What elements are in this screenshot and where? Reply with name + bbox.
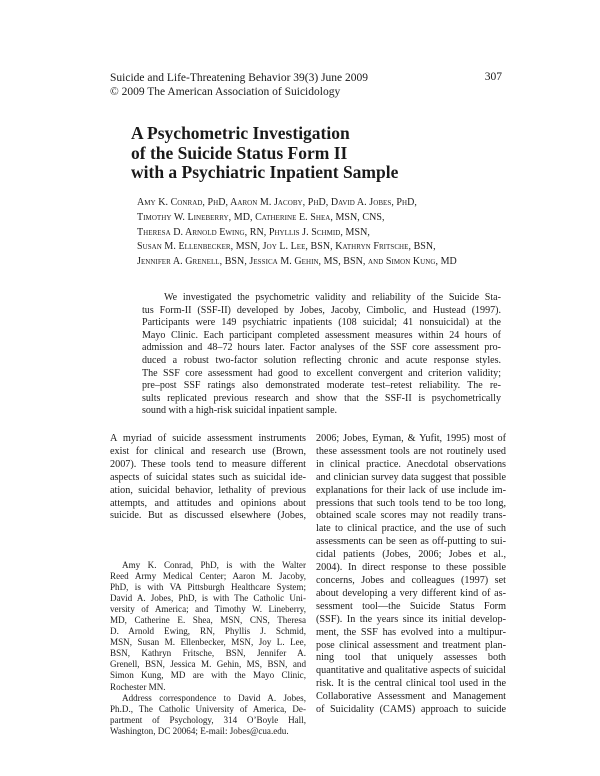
author-line: Jennifer A. Grenell, BSN, Jessica M. Gehin, MS, BSN, and Simon Kung, MD bbox=[137, 256, 457, 268]
footnote-line: MSN, Susan M. Ellenbecker, MSN, Joy L. Lee, bbox=[110, 637, 306, 648]
body-line: 2007). These tools tend to measure different bbox=[110, 458, 306, 470]
article-title bbox=[131, 124, 491, 183]
body-line: of Suicidality (CAMS) approach to suicide bbox=[316, 704, 506, 716]
footnote-line: versity of America; and Timothy W. Lineberry, bbox=[110, 604, 306, 615]
copyright-line: © 2009 The American Association of Suicidology bbox=[110, 86, 341, 98]
body-line: ation, suicidal behavior, lethality of previous bbox=[110, 484, 306, 496]
correspondence-line: Address correspondence to David A. Jobes, bbox=[122, 692, 306, 703]
correspondence-line: partment of Psychology, 314 O’Boyle Hall, bbox=[110, 714, 306, 725]
body-line: risk. It is the central clinical tool used in the bbox=[316, 678, 506, 690]
abstract-line: Participants were 149 psychiatric inpatients (108 suicidal; 41 nonsuicidal) at the bbox=[142, 317, 501, 329]
body-line: quantitative and qualitative aspects of suicidal bbox=[316, 665, 506, 677]
abstract-line: pre–post SSF ratings also demonstrated moderate test–retest reliability. The re- bbox=[142, 380, 501, 392]
author-line: Timothy W. Lineberry, MD, Catherine E. Shea, MSN, CNS, bbox=[137, 211, 385, 223]
body-line: obtained scale scores may not readily trans- bbox=[316, 510, 506, 522]
body-line: about developing a very different kind of as- bbox=[316, 587, 506, 599]
abstract-line: sound with a high-risk suicidal inpatient sample. bbox=[142, 405, 338, 417]
body-line: sessment tool—the Suicide Status Form bbox=[316, 600, 506, 612]
body-line: and clinician survey data suggest that possible bbox=[316, 471, 506, 483]
author-line: Theresa D. Arnold Ewing, RN, Phyllis J. Schmid, MSN, bbox=[137, 226, 370, 238]
author-footnote bbox=[110, 560, 306, 737]
author-line: Amy K. Conrad, PhD, Aaron M. Jacoby, PhD, David A. Jobes, PhD, bbox=[137, 197, 417, 208]
author-line: Susan M. Ellenbecker, MSN, Joy L. Lee, BSN, Kathryn Fritsche, BSN, bbox=[137, 241, 436, 253]
body-line: attempts, and attitudes and opinions about bbox=[110, 497, 306, 509]
footnote-line: Reed Army Medical Center; Aaron M. Jacoby, bbox=[110, 571, 306, 582]
abstract-line: Mayo Clinic. Each participant completed assessment measures within 24 hours of bbox=[142, 329, 501, 341]
body-line: 2004). In direct response to these possible bbox=[316, 562, 506, 574]
body-line: pose clinical assessment and treatment plan- bbox=[316, 639, 506, 651]
body-line: these assessment tools are not routinely used bbox=[316, 445, 506, 457]
footnote-line: Amy K. Conrad, PhD, is with the Walter bbox=[122, 560, 306, 570]
body-line: ning tool that uniquely assesses both bbox=[316, 652, 506, 664]
body-line: suicide. But as discussed elsewhere (Jobes, bbox=[110, 510, 306, 522]
body-line: pressions that such tools tend to be too long, bbox=[316, 497, 506, 509]
footnote-line: D. Arnold Ewing, RN, Phyllis J. Schmid, bbox=[110, 626, 306, 637]
body-line: A myriad of suicide assessment instruments bbox=[110, 433, 306, 444]
abstract-line: tus Form-II (SSF-II) developed by Jobes, Jacoby, Cimbolic, and Hustead (1997). bbox=[142, 304, 501, 316]
body-line: aspects of suicidal states such as suicidal ide- bbox=[110, 471, 306, 483]
abstract-line: We investigated the psychometric validity and reliability of the Suicide Sta- bbox=[164, 292, 501, 303]
title-line: with a Psychiatric Inpatient Sample bbox=[131, 162, 399, 182]
title-line: A Psychometric Investigation bbox=[131, 123, 350, 143]
author-list bbox=[137, 196, 517, 270]
correspondence-line: Washington, DC 20064; E-mail: Jobes@cua.edu. bbox=[110, 725, 289, 736]
abstract-line: duced a robust two-factor solution reflecting chronic and acute response styles. bbox=[142, 354, 501, 366]
correspondence-line: Ph.D., The Catholic University of America, De- bbox=[110, 703, 306, 714]
body-line: exist for clinical and research use (Brown, bbox=[110, 445, 306, 457]
body-line: ment, the SSF has evolved into a multipur- bbox=[316, 626, 506, 638]
body-line: in clinical practice. Anecdotal observations bbox=[316, 458, 506, 470]
body-right-column bbox=[316, 433, 506, 717]
body-line: cidal patients (Jobes, 2006; Jobes et al., bbox=[316, 549, 506, 561]
footnote-line: David A. Jobes, PhD, is with The Catholic Uni- bbox=[110, 593, 306, 604]
title-line: of the Suicide Status Form II bbox=[131, 142, 348, 163]
abstract bbox=[142, 292, 501, 418]
body-line: concerns, Jobes and colleagues (1997) set bbox=[316, 574, 506, 586]
journal-citation: Suicide and Life-Threatening Behavior 39(3) June 2009 bbox=[110, 72, 369, 84]
body-line: explanations for their lack of use include im- bbox=[316, 484, 506, 496]
page-number: 307 bbox=[484, 71, 502, 83]
abstract-line: sults replicated previous research and show that the SSF-II is psychometrically bbox=[142, 392, 501, 404]
footnote-line: Rochester MN. bbox=[110, 681, 166, 692]
abstract-line: The SSF core assessment had good to excellent convergent and criterion validity; bbox=[142, 367, 501, 379]
body-line: (SSF). In the years since its initial develop- bbox=[316, 613, 506, 625]
footnote-line: Grenell, BSN, Jessica M. Gehin, MS, BSN, and bbox=[110, 659, 306, 670]
body-line: assessments can be seen as off-putting to sui- bbox=[316, 536, 506, 548]
footnote-line: PhD, is with VA Pittsburgh Healthcare System; bbox=[110, 582, 306, 593]
footnote-line: BSN, Kathryn Fritsche, BSN, Jennifer A. bbox=[110, 648, 306, 659]
body-line: Collaborative Assessment and Management bbox=[316, 691, 506, 703]
running-header bbox=[110, 71, 368, 99]
footnote-line: MD, Catherine E. Shea, MSN, CNS, Theresa bbox=[110, 615, 306, 626]
footnote-line: Simon Kung, MD are with the Mayo Clinic, bbox=[110, 670, 306, 681]
body-line: 2006; Jobes, Eyman, & Yufit, 1995) most of bbox=[316, 433, 506, 444]
body-line: late to clinical practice, and the use of such bbox=[316, 523, 506, 535]
abstract-line: admission and 48–72 hours later. Factor analyses of the SSF core assessment pro- bbox=[142, 342, 501, 354]
body-left-column bbox=[110, 433, 306, 523]
